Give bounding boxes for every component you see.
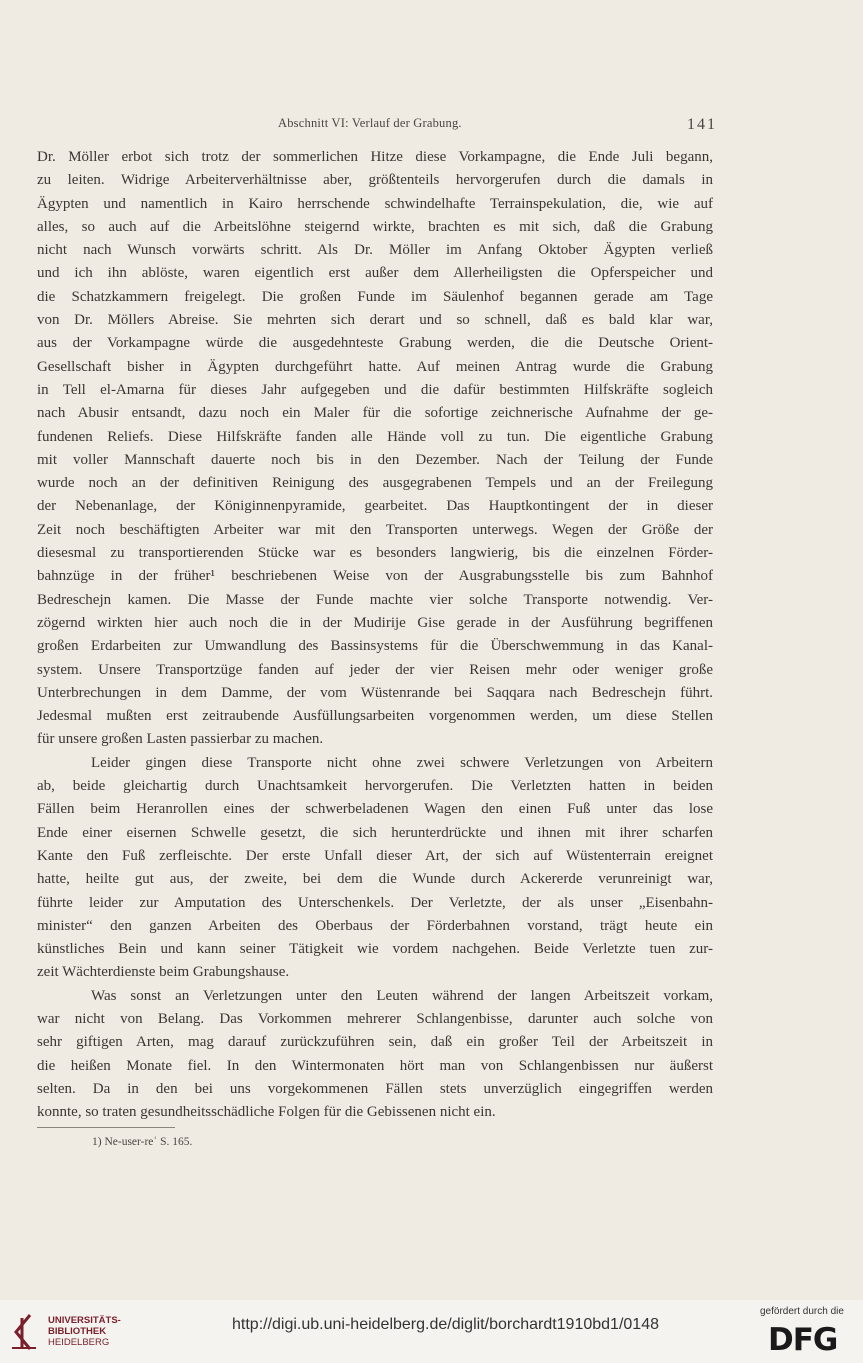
text-line: aus der Vorkampagne würde die ausgedehnteste Grabung werden, die die Deutsche Orient- [37,335,713,352]
text-line: Fällen beim Heranrollen eines der schwerbeladenen Wagen den einen Fuß unter das lose [37,801,713,818]
footnote-divider [37,1127,175,1128]
text-line: Ende einer eisernen Schwelle gesetzt, die sich herunterdrückte und ihnen mit ihrer scharfen [37,824,713,841]
text-line: nicht nach Wunsch vorwärts schritt. Als Dr. Möller im Anfang Oktober Ägypten verließ [37,242,713,259]
text-line: Zeit noch beschäftigten Arbeiter war mit den Transporten unterwegs. Wegen der Größe der [37,521,713,538]
page-number: 141 [687,116,717,133]
text-line: für unsere großen Lasten passierbar zu machen. [37,731,324,748]
running-head: Abschnitt VI: Verlauf der Grabung. [278,116,462,130]
text-line: und ich ihn ablöste, waren eigentlich erst außer dem Allerheiligsten die Opferspeicher und [37,265,713,282]
text-line: alles, so auch auf die Arbeitslöhne steigernd wirkte, brachten es mit sich, daß die Grabung [37,218,713,235]
text-line: zögernd wirkten hier auch noch die in der Mudirije Gise gerade in der Ausführung begriffenen [37,614,713,631]
text-line: künstliches Bein und kann seiner Tätigkeit wie vordem nachgehen. Beide Verletzte tuen zur- [37,941,713,958]
text-line: Unterbrechungen in dem Damme, der vom Wüstenrande bei Saqqara nach Bedreschejn führt. [37,684,713,701]
library-name[interactable] [48,1315,121,1348]
text-line: Gesellschaft bisher in Ägypten durchgeführt hatte. Auf meinen Antrag wurde die Grabung [37,358,713,375]
text-line: fundenen Reliefs. Diese Hilfskräfte fanden alle Hände voll zu tun. Die eigentliche Grabung [37,428,713,445]
text-line: hatte, heilte gut aus, der zweite, bei dem die Wunde durch Ackererde verunreinigt war, [37,871,713,888]
text-line: die Schatzkammern freigelegt. Die großen Funde im Säulenhof begannen gerade am Tage [37,288,713,305]
text-line: der Nebenanlage, der Königinnenpyramide, gearbeitet. Das Hauptkontingent der in dieser [37,498,713,515]
library-name-line: UNIVERSITÄTS- [48,1315,121,1326]
text-line: Bedreschejn kamen. Die Masse der Funde machte vier solche Transporte notwendig. Ver- [37,591,713,608]
text-line: Dr. Möller erbot sich trotz der sommerlichen Hitze diese Vorkampagne, die Ende Juli begann, [37,149,713,165]
text-line: Jedesmal mußten erst zeitraubende Ausfüllungsarbeiten vorgenommen werden, um diese Stellen [37,708,713,725]
footer-bar [0,1300,863,1363]
funding-caption: gefördert durch die [760,1306,844,1317]
text-line: Kante den Fuß zerfleischte. Der erste Unfall dieser Art, der sich auf Wüstenterrain ereignet [37,847,713,864]
text-line: in Tell el-Amarna für dieses Jahr aufgegeben und die dafür bestimmten Hilfskräfte sogleich [37,381,713,398]
text-line: minister“ den ganzen Arbeiten des Oberbaus der Förderbahnen vorstand, trägt heute ein [37,917,713,934]
text-line: großen Erdarbeiten zur Umwandlung des Bassinsystems für die Überschwemmung in das Kanal- [37,638,713,655]
text-line: Ägypten und namentlich in Kairo herrschende schwindelhafte Terrainspekulation, die, wie auf [37,195,713,212]
text-line: konnte, so traten gesundheitsschädliche Folgen für die Gebissenen nicht ein. [37,1104,496,1121]
library-logo-icon[interactable] [8,1312,40,1352]
footnote: 1) Ne-user-reʿ S. 165. [92,1136,193,1148]
text-line: diesesmal zu transportierenden Stücke war es besonders langwierig, bis die einzelnen Förder- [37,545,713,562]
text-line: sehr giftigen Arten, mag darauf zurückzuführen sein, daß ein großer Teil der Arbeitszeit in [37,1034,713,1051]
text-line: führte leider zur Amputation des Unterschenkels. Der Verletzte, der als unser „Eisenbahn- [37,894,713,911]
text-line: Was sonst an Verletzungen unter den Leuten während der langen Arbeitszeit vorkam, [91,987,713,1004]
dfg-logo[interactable]: DFG [768,1322,838,1358]
text-line: ab, beide gleichartig durch Unachtsamkeit hervorgerufen. Die Verletzten hatten in beiden [37,778,713,795]
library-name-line: HEIDELBERG [48,1337,110,1348]
body-text [37,146,713,1124]
text-line: die heißen Monate fiel. In den Wintermonaten hört man von Schlangenbissen nur äußerst [37,1057,713,1074]
text-line: von Dr. Möllers Abreise. Sie mehrten sich derart und so schnell, daß es bald klar war, [37,312,713,329]
library-name-line: BIBLIOTHEK [48,1326,107,1337]
text-line: Leider gingen diese Transporte nicht ohne zwei schwere Verletzungen von Arbeitern [91,754,713,771]
text-line: zeit Wächterdienste beim Grabungshause. [37,964,290,981]
text-line: bahnzüge in der früher¹ beschriebenen Weise von der Ausgrabungsstelle bis zum Bahnhof [37,568,713,585]
text-line: selten. Da in den bei uns vorgekommenen Fällen stets unverzüglich eingegriffen werden [37,1080,713,1097]
text-line: war nicht von Belang. Das Vorkommen mehrerer Schlangenbisse, darunter auch solche von [37,1010,713,1027]
text-line: wurde noch an der definitiven Reinigung des ausgegrabenen Tempels und an der Freilegung [37,475,713,492]
text-line: nach Abusir entsandt, dazu noch ein Maler für die sofortige zeichnerische Aufnahme der ge- [37,405,713,422]
permalink-url[interactable]: http://digi.ub.uni-heidelberg.de/diglit/borchardt1910bd1/0148 [232,1316,659,1333]
text-line: mit voller Mannschaft dauerte noch bis in den Dezember. Nach der Teilung der Funde [37,451,713,468]
text-line: system. Unsere Transportzüge fanden auf jeder der vier Reisen mehr oder weniger große [37,661,713,678]
text-line: zu leiten. Widrige Arbeiterverhältnisse aber, größtenteils hervorgerufen durch die damals in [37,172,713,189]
